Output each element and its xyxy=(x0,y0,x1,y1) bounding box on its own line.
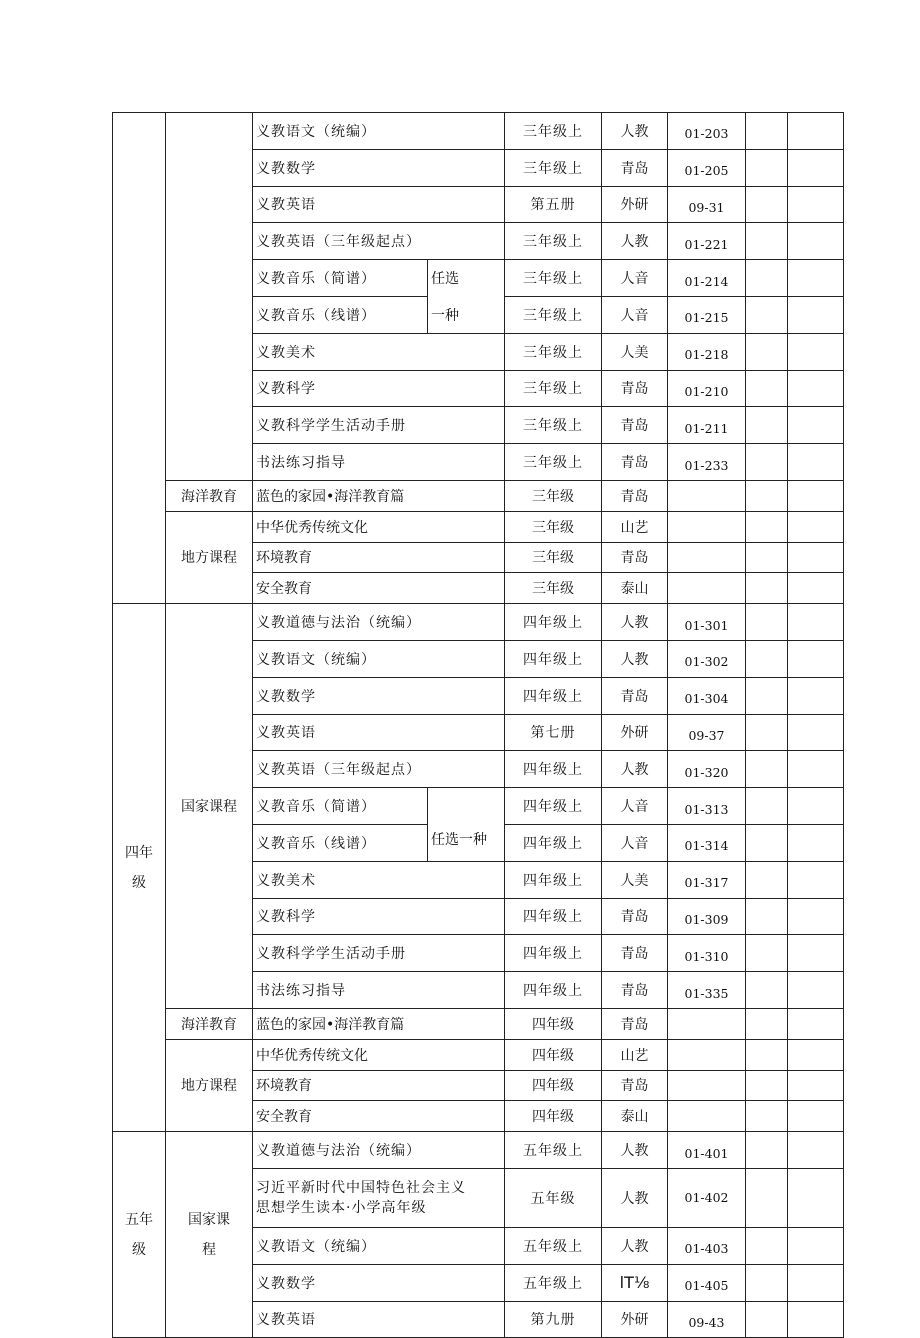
textbook-title: 习近平新时代中国特色社会主义 思想学生读本·小学高年级 xyxy=(253,1168,505,1227)
publisher: 人音 xyxy=(602,296,668,333)
book-code: 01-304 xyxy=(668,677,746,714)
blank-cell xyxy=(746,972,788,1009)
blank-cell xyxy=(746,751,788,788)
grade3-grade-cell xyxy=(113,113,166,604)
textbook-title: 义教道德与法治（统编） xyxy=(253,604,505,641)
blank-cell xyxy=(788,788,844,825)
blank-cell xyxy=(746,824,788,861)
blank-cell xyxy=(668,480,746,511)
blank-cell xyxy=(746,1070,788,1101)
blank-cell xyxy=(788,480,844,511)
publisher: 人教 xyxy=(602,1168,668,1227)
category-label: 地方课程 xyxy=(166,1039,253,1131)
textbook-title: 义教音乐（简谱） xyxy=(253,260,428,297)
blank-cell xyxy=(788,935,844,972)
blank-cell xyxy=(746,1132,788,1169)
volume: 三年级上 xyxy=(505,444,602,481)
blank-cell xyxy=(788,444,844,481)
publisher: 人教 xyxy=(602,751,668,788)
book-code: 01-221 xyxy=(668,223,746,260)
publisher: 青岛 xyxy=(602,1008,668,1039)
blank-cell xyxy=(788,824,844,861)
blank-cell xyxy=(746,1101,788,1132)
blank-cell xyxy=(788,407,844,444)
publisher: 山艺 xyxy=(602,1039,668,1070)
textbook-title: 义教语文（统编） xyxy=(253,113,505,150)
volume: 四年级上 xyxy=(505,898,602,935)
blank-cell xyxy=(746,444,788,481)
textbook-title: 义教音乐（线谱） xyxy=(253,296,428,333)
volume: 三年级 xyxy=(505,511,602,542)
textbook-title: 中华优秀传统文化 xyxy=(253,511,505,542)
volume: 四年级上 xyxy=(505,972,602,1009)
blank-cell xyxy=(746,1227,788,1264)
textbook-title: 义教英语 xyxy=(253,714,505,751)
publisher: 青岛 xyxy=(602,1070,668,1101)
publisher: 青岛 xyxy=(602,149,668,186)
publisher: 青岛 xyxy=(602,444,668,481)
blank-cell xyxy=(788,604,844,641)
blank-cell xyxy=(668,1101,746,1132)
textbook-title: 义教音乐（线谱） xyxy=(253,824,428,861)
volume: 三年级 xyxy=(505,480,602,511)
publisher: 人音 xyxy=(602,788,668,825)
blank-cell xyxy=(788,1301,844,1338)
textbook-title: 安全教育 xyxy=(253,573,505,604)
publisher: 青岛 xyxy=(602,972,668,1009)
textbook-title: 义教语文（统编） xyxy=(253,1227,505,1264)
volume: 三年级上 xyxy=(505,333,602,370)
blank-cell xyxy=(746,861,788,898)
volume: 五年级上 xyxy=(505,1132,602,1169)
textbook-title: 书法练习指导 xyxy=(253,444,505,481)
blank-cell xyxy=(788,1101,844,1132)
blank-cell xyxy=(788,573,844,604)
volume: 四年级上 xyxy=(505,861,602,898)
textbook-title: 义教英语（三年级起点） xyxy=(253,751,505,788)
blank-cell xyxy=(668,542,746,573)
blank-cell xyxy=(746,1264,788,1301)
blank-cell xyxy=(746,542,788,573)
blank-cell xyxy=(746,511,788,542)
publisher: 人教 xyxy=(602,604,668,641)
blank-cell xyxy=(746,370,788,407)
book-code: 01-405 xyxy=(668,1264,746,1301)
blank-cell xyxy=(788,1264,844,1301)
blank-cell xyxy=(668,511,746,542)
publisher: 青岛 xyxy=(602,370,668,407)
volume: 三年级上 xyxy=(505,149,602,186)
textbook-title: 安全教育 xyxy=(253,1101,505,1132)
blank-cell xyxy=(746,788,788,825)
table-row xyxy=(113,113,844,150)
publisher: 人音 xyxy=(602,260,668,297)
book-code: 01-313 xyxy=(668,788,746,825)
textbook-title: 义教科学 xyxy=(253,370,505,407)
publisher: 人音 xyxy=(602,824,668,861)
blank-cell xyxy=(746,1039,788,1070)
blank-cell xyxy=(788,861,844,898)
table-row xyxy=(113,1039,844,1070)
option-note: 一种 xyxy=(428,296,505,333)
blank-cell xyxy=(788,1132,844,1169)
blank-cell xyxy=(788,542,844,573)
book-code: 09-43 xyxy=(668,1301,746,1338)
blank-cell xyxy=(746,1168,788,1227)
book-code: 01-314 xyxy=(668,824,746,861)
blank-cell xyxy=(788,1168,844,1227)
textbook-title: 义教数学 xyxy=(253,677,505,714)
volume: 三年级上 xyxy=(505,113,602,150)
table-row xyxy=(113,1008,844,1039)
category-label: 国家课 程 xyxy=(166,1132,253,1338)
publisher: 外研 xyxy=(602,186,668,223)
table-row xyxy=(113,604,844,641)
publisher: 人教 xyxy=(602,223,668,260)
volume: 四年级 xyxy=(505,1070,602,1101)
book-code: 01-403 xyxy=(668,1227,746,1264)
blank-cell xyxy=(788,714,844,751)
blank-cell xyxy=(746,149,788,186)
blank-cell xyxy=(746,186,788,223)
book-code: 01-205 xyxy=(668,149,746,186)
blank-cell xyxy=(746,407,788,444)
blank-cell xyxy=(788,186,844,223)
publisher: 外研 xyxy=(602,714,668,751)
textbook-title: 环境教育 xyxy=(253,1070,505,1101)
blank-cell xyxy=(788,149,844,186)
blank-cell xyxy=(668,1008,746,1039)
book-code: 01-218 xyxy=(668,333,746,370)
book-code: 01-301 xyxy=(668,604,746,641)
book-code: 01-210 xyxy=(668,370,746,407)
book-code: 01-203 xyxy=(668,113,746,150)
blank-cell xyxy=(788,333,844,370)
textbook-title: 义教音乐（简谱） xyxy=(253,788,428,825)
option-note: 任选一种 xyxy=(428,788,505,862)
blank-cell xyxy=(788,296,844,333)
publisher: 外研 xyxy=(602,1301,668,1338)
volume: 第五册 xyxy=(505,186,602,223)
volume: 四年级上 xyxy=(505,935,602,972)
volume: 四年级上 xyxy=(505,824,602,861)
volume: 三年级 xyxy=(505,542,602,573)
textbook-title: 义教美术 xyxy=(253,333,505,370)
volume: 四年级 xyxy=(505,1101,602,1132)
publisher: 人教 xyxy=(602,113,668,150)
textbook-title: 义教美术 xyxy=(253,861,505,898)
blank-cell xyxy=(788,640,844,677)
grade3-national-cell xyxy=(166,113,253,481)
blank-cell xyxy=(788,511,844,542)
book-code: 01-214 xyxy=(668,260,746,297)
blank-cell xyxy=(668,1070,746,1101)
publisher: lT⅛ xyxy=(602,1264,668,1301)
textbook-title: 义教科学 xyxy=(253,898,505,935)
blank-cell xyxy=(668,573,746,604)
blank-cell xyxy=(746,604,788,641)
blank-cell xyxy=(746,573,788,604)
textbook-title: 义教语文（统编） xyxy=(253,640,505,677)
publisher: 青岛 xyxy=(602,898,668,935)
volume: 四年级 xyxy=(505,1039,602,1070)
volume: 四年级上 xyxy=(505,640,602,677)
book-code: 09-37 xyxy=(668,714,746,751)
textbook-title: 义教数学 xyxy=(253,149,505,186)
category-label: 地方课程 xyxy=(166,511,253,603)
option-note: 任选 xyxy=(428,260,505,297)
publisher: 山艺 xyxy=(602,511,668,542)
blank-cell xyxy=(788,260,844,297)
blank-cell xyxy=(788,1070,844,1101)
blank-cell xyxy=(788,1227,844,1264)
category-label: 海洋教育 xyxy=(166,1008,253,1039)
volume: 四年级上 xyxy=(505,751,602,788)
publisher: 人美 xyxy=(602,333,668,370)
blank-cell xyxy=(788,751,844,788)
publisher: 青岛 xyxy=(602,935,668,972)
blank-cell xyxy=(746,480,788,511)
blank-cell xyxy=(788,898,844,935)
blank-cell xyxy=(668,1039,746,1070)
volume: 三年级上 xyxy=(505,407,602,444)
blank-cell xyxy=(788,113,844,150)
blank-cell xyxy=(746,898,788,935)
textbook-table xyxy=(112,112,844,1338)
book-code: 01-401 xyxy=(668,1132,746,1169)
blank-cell xyxy=(788,223,844,260)
book-code: 01-320 xyxy=(668,751,746,788)
blank-cell xyxy=(746,935,788,972)
volume: 五年级上 xyxy=(505,1227,602,1264)
volume: 第七册 xyxy=(505,714,602,751)
blank-cell xyxy=(746,677,788,714)
blank-cell xyxy=(788,370,844,407)
book-code: 01-215 xyxy=(668,296,746,333)
volume: 四年级上 xyxy=(505,677,602,714)
textbook-title: 义教数学 xyxy=(253,1264,505,1301)
publisher: 青岛 xyxy=(602,677,668,714)
category-label: 国家课程 xyxy=(166,604,253,1009)
blank-cell xyxy=(788,1039,844,1070)
volume: 三年级上 xyxy=(505,260,602,297)
publisher: 人教 xyxy=(602,1132,668,1169)
blank-cell xyxy=(788,677,844,714)
textbook-title: 中华优秀传统文化 xyxy=(253,1039,505,1070)
volume: 第九册 xyxy=(505,1301,602,1338)
book-code: 01-233 xyxy=(668,444,746,481)
textbook-title: 义教道德与法治（统编） xyxy=(253,1132,505,1169)
book-code: 01-309 xyxy=(668,898,746,935)
table-row xyxy=(113,1132,844,1169)
textbook-title: 义教科学学生活动手册 xyxy=(253,935,505,972)
textbook-title: 义教科学学生活动手册 xyxy=(253,407,505,444)
blank-cell xyxy=(746,1301,788,1338)
grade-label: 五年 级 xyxy=(113,1132,166,1338)
book-code: 01-317 xyxy=(668,861,746,898)
blank-cell xyxy=(746,260,788,297)
book-code: 09-31 xyxy=(668,186,746,223)
blank-cell xyxy=(788,1008,844,1039)
textbook-title: 书法练习指导 xyxy=(253,972,505,1009)
blank-cell xyxy=(746,333,788,370)
table-row xyxy=(113,511,844,542)
publisher: 青岛 xyxy=(602,407,668,444)
volume: 五年级上 xyxy=(505,1264,602,1301)
publisher: 泰山 xyxy=(602,573,668,604)
publisher: 青岛 xyxy=(602,480,668,511)
blank-cell xyxy=(746,714,788,751)
blank-cell xyxy=(746,296,788,333)
volume: 三年级上 xyxy=(505,223,602,260)
publisher: 人教 xyxy=(602,1227,668,1264)
volume: 四年级 xyxy=(505,1008,602,1039)
blank-cell xyxy=(746,1008,788,1039)
volume: 三年级 xyxy=(505,573,602,604)
table-row xyxy=(113,480,844,511)
book-code: 01-211 xyxy=(668,407,746,444)
blank-cell xyxy=(746,223,788,260)
book-code: 01-310 xyxy=(668,935,746,972)
grade-label: 四年 级 xyxy=(113,604,166,1132)
volume: 四年级上 xyxy=(505,604,602,641)
book-code: 01-302 xyxy=(668,640,746,677)
book-code: 01-402 xyxy=(668,1168,746,1227)
volume: 四年级上 xyxy=(505,788,602,825)
volume: 五年级 xyxy=(505,1168,602,1227)
textbook-title: 义教英语 xyxy=(253,186,505,223)
blank-cell xyxy=(746,640,788,677)
volume: 三年级上 xyxy=(505,296,602,333)
book-code: 01-335 xyxy=(668,972,746,1009)
publisher: 人教 xyxy=(602,640,668,677)
publisher: 人美 xyxy=(602,861,668,898)
publisher: 泰山 xyxy=(602,1101,668,1132)
textbook-title: 义教英语 xyxy=(253,1301,505,1338)
publisher: 青岛 xyxy=(602,542,668,573)
blank-cell xyxy=(788,972,844,1009)
textbook-title: 蓝色的家园•海洋教育篇 xyxy=(253,480,505,511)
volume: 三年级上 xyxy=(505,370,602,407)
textbook-title: 义教英语（三年级起点） xyxy=(253,223,505,260)
textbook-title: 蓝色的家园•海洋教育篇 xyxy=(253,1008,505,1039)
blank-cell xyxy=(746,113,788,150)
textbook-title: 环境教育 xyxy=(253,542,505,573)
category-label: 海洋教育 xyxy=(166,480,253,511)
